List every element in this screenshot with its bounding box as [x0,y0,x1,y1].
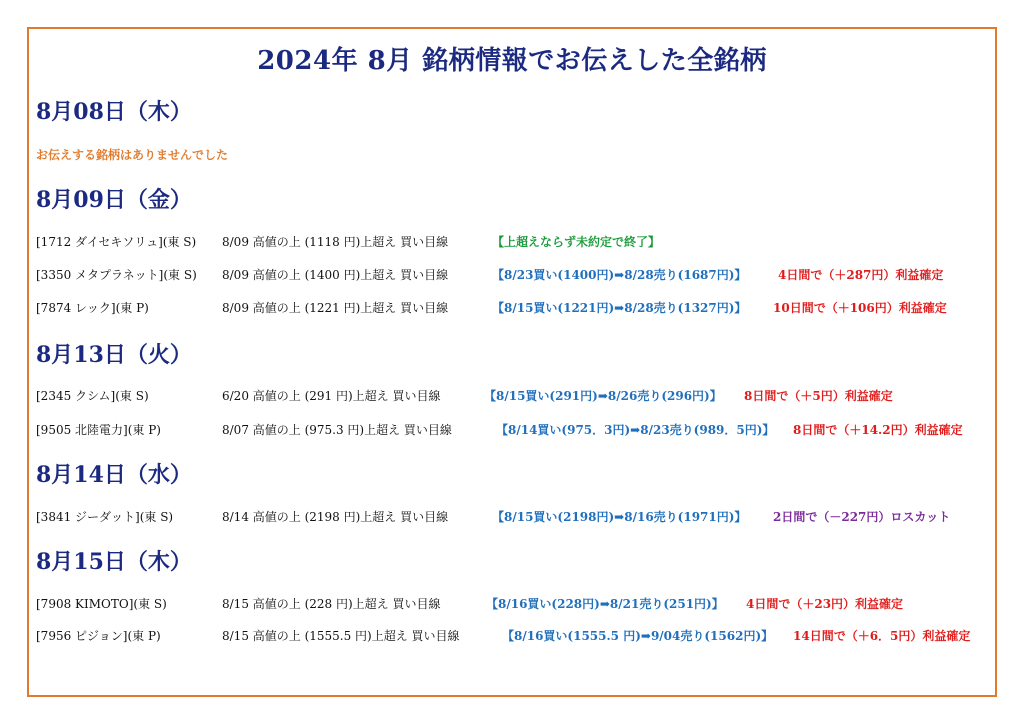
stock-name: [1712 ダイセキソリュ](東 S) [36,235,197,249]
stock-row [36,508,994,528]
signal-text: 8/09 高値の上 (1400 円)上超え 買い目線 [222,268,449,282]
signal-text: 8/07 高値の上 (975.3 円)上超え 買い目線 [222,423,452,437]
stock-name: [7956 ピジョン](東 P) [36,629,161,643]
stock-row [36,233,994,253]
date-heading: 8月08日（木） [36,99,192,125]
stock-row [36,266,994,286]
result-text: 4日間で（＋23円）利益確定 [746,597,904,611]
result-text: 2日間で（－227円）ロスカット [773,510,951,524]
signal-text: 8/14 高値の上 (2198 円)上超え 買い目線 [222,510,449,524]
stock-name: [7908 KIMOTO](東 S) [36,597,167,611]
date-heading: 8月13日（火） [36,342,192,368]
signal-text: 8/09 高値の上 (1221 円)上超え 買い目線 [222,301,449,315]
stock-name: [3841 ジーダット](東 S) [36,510,174,524]
signal-text: 8/09 高値の上 (1118 円)上超え 買い目線 [222,235,449,249]
result-text: 4日間で（＋287円）利益確定 [778,268,944,282]
stock-row [36,627,994,647]
trade-text: 【8/15買い(1221円)➡8/28売り(1327円)】 [492,301,747,315]
page-title: 2024年 8月 銘柄情報でお伝えした全銘柄 [257,46,767,76]
no-stock-note: お伝えする銘柄はありませんでした [36,148,229,162]
stock-name: [2345 クシム](東 S) [36,389,149,403]
trade-text: 【8/23買い(1400円)➡8/28売り(1687円)】 [492,268,747,282]
result-text: 8日間で（＋14.2円）利益確定 [793,423,963,437]
stock-row [36,421,994,441]
trade-text: 【8/14買い(975．3円)➡8/23売り(989．5円)】 [496,423,775,437]
result-text: 8日間で（＋5円）利益確定 [744,389,893,403]
stock-row [36,299,994,319]
trade-text: 【8/15買い(2198円)➡8/16売り(1971円)】 [492,510,747,524]
signal-text: 6/20 高値の上 (291 円)上超え 買い目線 [222,389,441,403]
signal-text: 8/15 高値の上 (228 円)上超え 買い目線 [222,597,441,611]
date-heading: 8月15日（木） [36,549,192,575]
trade-text: 【8/16買い(228円)➡8/21売り(251円)】 [486,597,724,611]
stock-name: [7874 レック](東 P) [36,301,149,315]
result-text: 14日間で（＋6．5円）利益確定 [793,629,971,643]
signal-text: 8/15 高値の上 (1555.5 円)上超え 買い目線 [222,629,460,643]
date-heading: 8月09日（金） [36,187,192,213]
trade-text: 【8/16買い(1555.5 円)➡9/04売り(1562円)】 [502,629,774,643]
stock-row [36,595,994,615]
trade-text: 【上超えならず未約定で終了】 [492,235,661,249]
result-text: 10日間で（＋106円）利益確定 [773,301,947,315]
date-heading: 8月14日（水） [36,462,192,488]
stock-name: [9505 北陸電力](東 P) [36,423,161,437]
stock-name: [3350 メタプラネット](東 S) [36,268,197,282]
stock-row [36,387,994,407]
trade-text: 【8/15買い(291円)➡8/26売り(296円)】 [484,389,722,403]
